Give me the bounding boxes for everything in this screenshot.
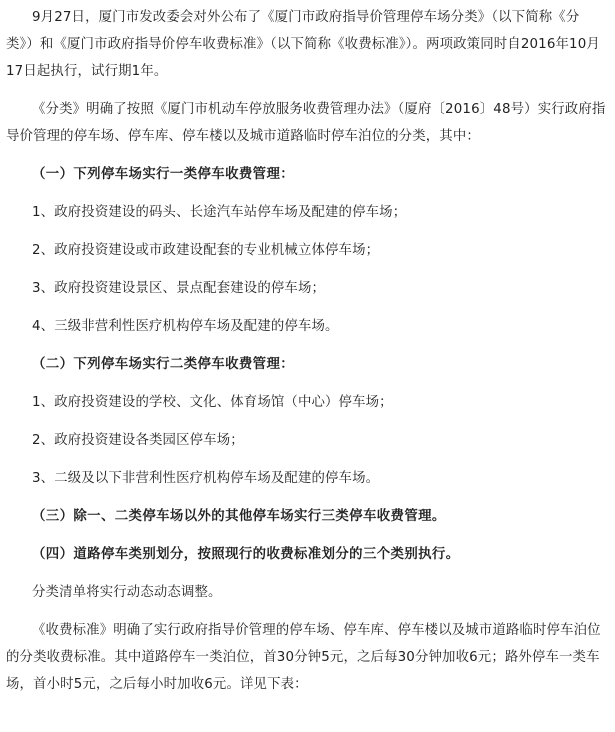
- classification-intro-paragraph: 《分类》明确了按照《厦门市机动车停放服务收费管理办法》（厦府〔2016〕48号）实行政府指导价管理的停车场、停车库、停车楼以及城市道路临时停车泊位的分类，其中：: [6, 102, 606, 144]
- section-1-item: 2、政府投资建设或市政建设配套的专业机械立体停车场；: [32, 243, 380, 258]
- fee-standard-paragraph: 《收费标准》明确了实行政府指导价管理的停车场、停车库、停车楼以及城市道路临时停车泊位的分类收费标准。其中道路停车一类泊位，首30分钟5元，之后每30分钟加收6元；路外停车一类车场，首小时5元，之后每小时加收6元。详见下表：: [6, 623, 601, 692]
- section-1-item: 1、政府投资建设的码头、长途汽车站停车场及配建的停车场；: [32, 205, 407, 220]
- dynamic-adjustment-note: 分类清单将实行动态动态调整。: [32, 585, 222, 600]
- section-2-item: 1、政府投资建设的学校、文化、体育场馆（中心）停车场；: [32, 395, 393, 410]
- section-2-item: 2、政府投资建设各类园区停车场；: [32, 433, 244, 448]
- section-4-heading: （四）道路停车类别划分，按照现行的收费标准划分的三个类别执行。: [32, 547, 460, 562]
- section-2-heading: （二）下列停车场实行二类停车收费管理：: [32, 357, 295, 372]
- section-2-item: 3、二级及以下非营利性医疗机构停车场及配建的停车场。: [32, 471, 380, 486]
- section-3-heading: （三）除一、二类停车场以外的其他停车场实行三类停车收费管理。: [32, 509, 446, 524]
- section-1-item: 3、政府投资建设景区、景点配套建设的停车场；: [32, 281, 326, 296]
- article-body: [6, 4, 606, 709]
- intro-paragraph: 9月27日，厦门市发改委会对外公布了《厦门市政府指导价管理停车场分类》（以下简称《分类》）和《厦门市政府指导价停车收费标准》（以下简称《收费标准》）。两项政策同时自2016年10月17日起执行，试行期1年。: [6, 10, 600, 79]
- section-1-heading: （一）下列停车场实行一类停车收费管理：: [32, 167, 295, 182]
- section-1-item: 4、三级非营利性医疗机构停车场及配建的停车场。: [32, 319, 339, 334]
